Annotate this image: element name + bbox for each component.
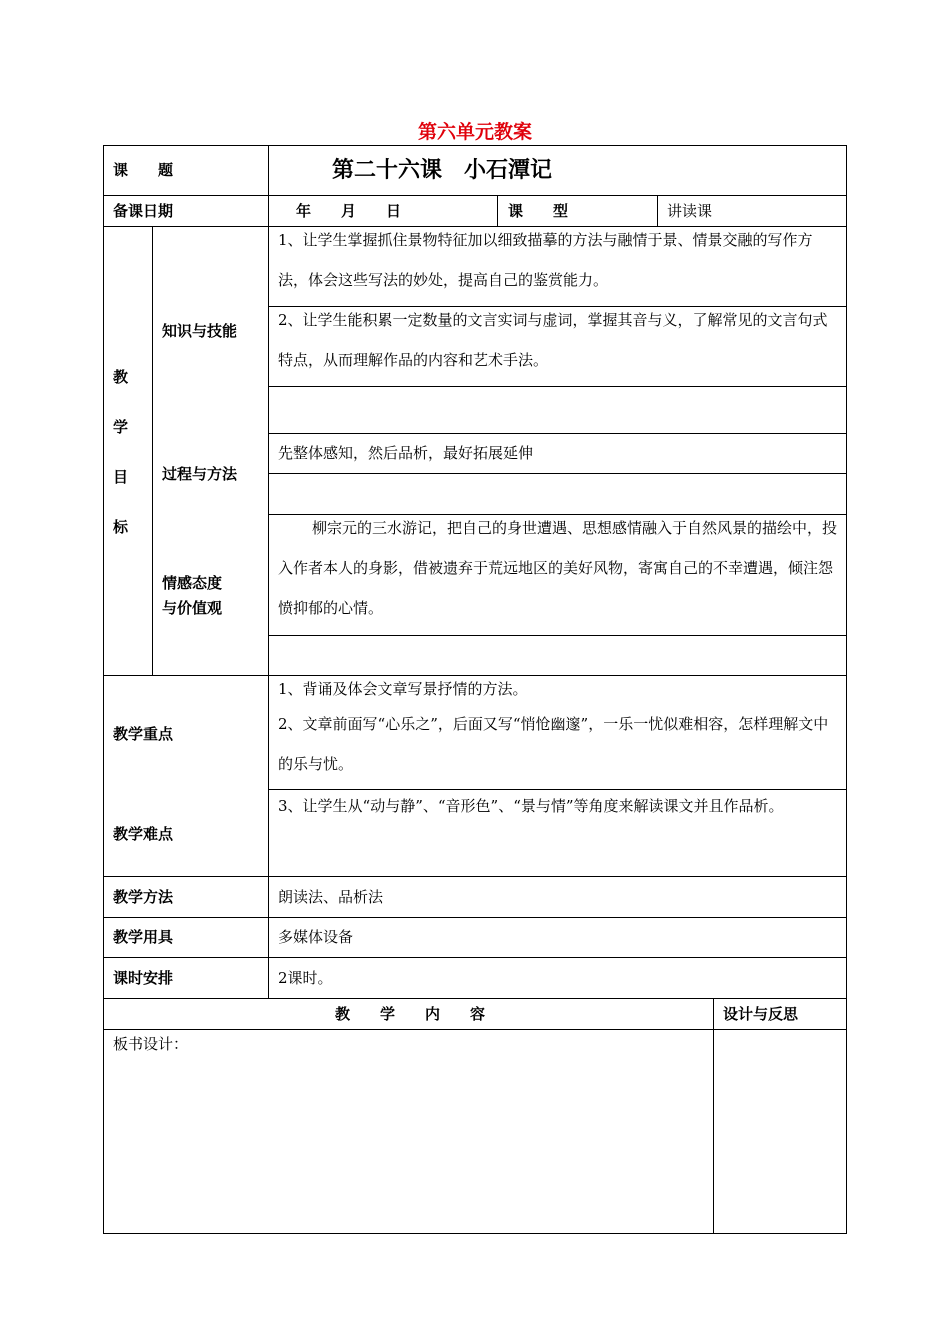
goals-label-char: 目 — [113, 468, 129, 486]
type-value: 讲读课 — [667, 202, 713, 220]
tools-label: 教学用具 — [113, 928, 174, 946]
date-value: 年 月 日 — [296, 202, 402, 220]
reflection-header: 设计与反思 — [723, 1005, 799, 1023]
knowledge-item: 2、让学生能积累一定数量的文言实词与虚词，掌握其音与义，了解常见的文言句式特点，从而理解作品的内容和艺术手法。 — [278, 311, 828, 369]
page-title: 第六单元教案 — [417, 121, 532, 143]
keypoint-item: 3、让学生从“动与静”、“音形色”、“景与情”等角度来解读课文并且作品析。 — [278, 797, 784, 815]
goals-label-char: 教 — [113, 368, 129, 386]
topic-label: 课 题 — [113, 161, 174, 179]
keypoint-item: 1、背诵及体会文章写景抒情的方法。 — [278, 680, 528, 698]
method-label: 教学方法 — [113, 888, 174, 906]
tools-value: 多媒体设备 — [278, 928, 354, 946]
type-label: 课 型 — [508, 202, 569, 220]
lesson-title: 第二十六课 小石潭记 — [332, 158, 553, 183]
board-design-label: 板书设计： — [113, 1035, 189, 1053]
process-text: 先整体感知，然后品析，最好拓展延伸 — [278, 444, 534, 462]
attitude-label-line2: 与价值观 — [162, 599, 223, 617]
method-value: 朗读法、品析法 — [278, 888, 384, 906]
attitude-text: 柳宗元的三水游记，把自己的身世遭遇、思想感情融入于自然风景的描绘中，投入作者本人的身影，借被遗弃于荒远地区的美好风物，寄寓自己的不幸遭遇，倾注怨愤抑郁的心情。 — [278, 519, 838, 617]
attitude-label-line1: 情感态度 — [162, 574, 223, 592]
difficulty-label: 教学难点 — [113, 825, 174, 843]
focus-label: 教学重点 — [113, 725, 174, 743]
date-label: 备课日期 — [113, 202, 174, 220]
knowledge-label: 知识与技能 — [162, 322, 238, 340]
schedule-value: 2课时。 — [278, 969, 333, 987]
schedule-label: 课时安排 — [113, 969, 174, 987]
goals-label-char: 学 — [113, 418, 129, 436]
goals-label-char: 标 — [113, 518, 129, 536]
content-header: 教 学 内 容 — [335, 1005, 486, 1023]
knowledge-item: 1、让学生掌握抓住景物特征加以细致描摹的方法与融情于景、情景交融的写作方法，体会这些写法的妙处，提高自己的鉴赏能力。 — [278, 231, 813, 289]
keypoint-item: 2、文章前面写“心乐之”，后面又写“悄怆幽邃”，一乐一忧似难相容，怎样理解文中的乐与忧。 — [278, 715, 829, 773]
process-label: 过程与方法 — [162, 465, 238, 483]
